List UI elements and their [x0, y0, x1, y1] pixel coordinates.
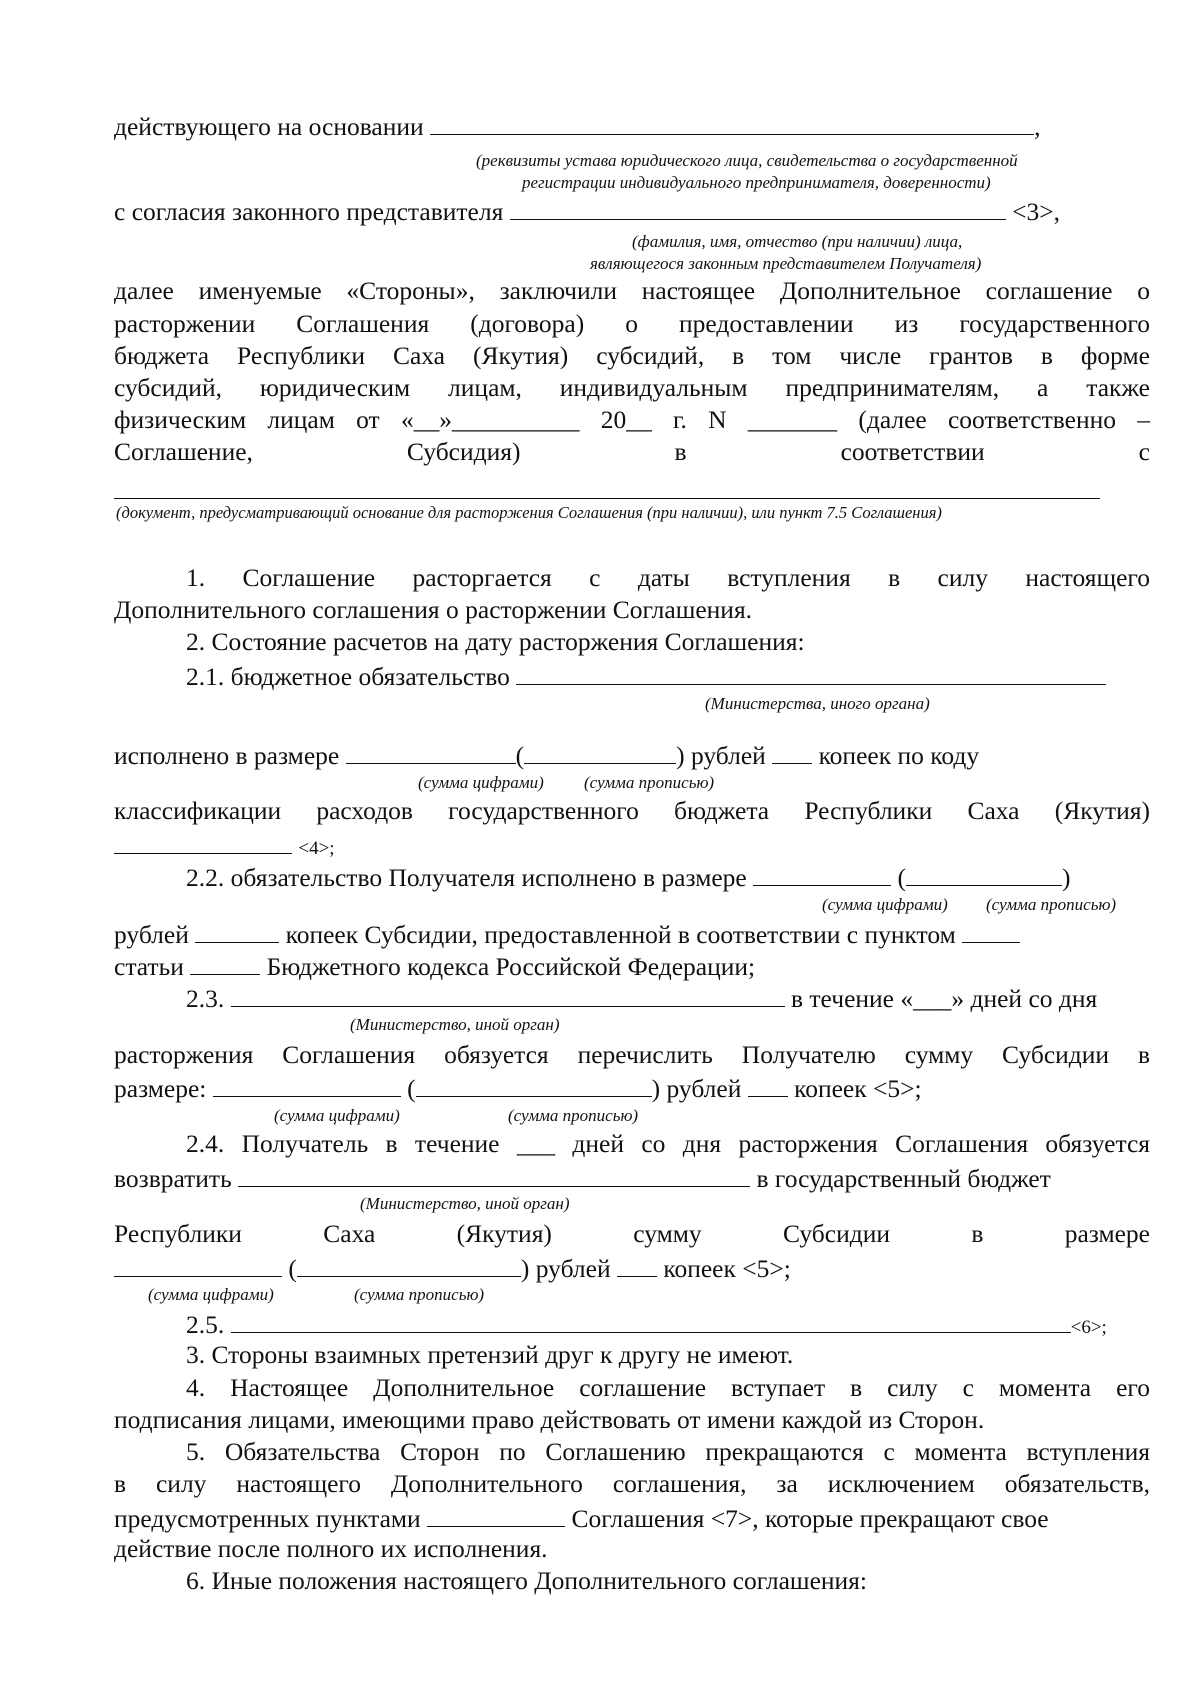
clause-5-line-4: действие после полного их исполнения.	[114, 1534, 548, 1563]
document-basis-blank[interactable]	[114, 498, 1100, 499]
ministry-body-caption: (Министерство, иной орган)	[350, 1015, 560, 1034]
paragraph-line: Соглашение, Субсидия) в соответствии с	[114, 437, 1150, 466]
clause-4-line-2: подписания лицами, имеющими право действовать от имени каждой из Сторон.	[114, 1405, 985, 1434]
clause-2-2-kopecks: рублей копеек Субсидии, предоставленной в соответствии с пунктом	[114, 918, 1150, 950]
clause-6: 6. Иные положения настоящего Дополнительного соглашения:	[186, 1566, 867, 1595]
return-body-caption: (Министерство, иной орган)	[360, 1194, 570, 1213]
recipient-amount-words-blank[interactable]	[906, 861, 1062, 886]
clause-2-4-amount: ( ) рублей копеек <5>;	[114, 1252, 1150, 1284]
clause-5-line-2: в силу настоящего Дополнительного соглашения, за исключением обязательств,	[114, 1469, 1150, 1498]
paragraph-line: далее именуемые «Стороны», заключили настоящее Дополнительное соглашение о	[114, 276, 1150, 305]
transfer-kopecks-blank[interactable]	[748, 1072, 788, 1097]
return-body-blank[interactable]	[238, 1162, 750, 1187]
recipient-kopecks-blank[interactable]	[195, 918, 279, 943]
article-number-blank[interactable]	[190, 950, 260, 975]
clause-2-4: 2.4. Получатель в течение ___ дней со дня расторжения Соглашения обязуется	[186, 1129, 1150, 1158]
recipient-amount-digits-blank[interactable]	[753, 861, 891, 886]
clause-5-line-1: 5. Обязательства Сторон по Соглашению прекращаются с момента вступления	[186, 1437, 1150, 1466]
clause-1-line-1: 1. Соглашение расторгается с даты вступления в силу настоящего	[186, 563, 1150, 592]
clause-2-4-return: возвратить в государственный бюджет	[114, 1164, 1051, 1193]
clause-2-3-amount: размере: ( ) рублей копеек <5>;	[114, 1074, 922, 1103]
clauses-blank[interactable]	[427, 1502, 565, 1527]
amount-words-blank[interactable]	[524, 739, 676, 764]
paragraph-line: физическим лицам от «__»__________ 20__ г. N _______ (далее соответственно –	[114, 405, 1150, 434]
representative-blank[interactable]	[510, 195, 1006, 220]
return-kopecks-blank[interactable]	[617, 1252, 657, 1277]
clause-2-2: 2.2. обязательство Получателя исполнено в размере ( )	[186, 863, 1071, 892]
clause-2-1-classification: классификации расходов государственного бюджета Республики Саха (Якутия)	[114, 796, 1150, 825]
clause-3: 3. Стороны взаимных претензий друг к другу не имеют.	[186, 1340, 794, 1369]
transfer-digits-caption: (сумма цифрами)	[274, 1106, 400, 1125]
clause-2: 2. Состояние расчетов на дату расторжения Соглашения:	[186, 627, 805, 656]
basis-caption-1: (реквизиты устава юридического лица, свидетельства о государственной	[476, 151, 1018, 170]
clause-2-2-article: статьи Бюджетного кодекса Российской Федерации;	[114, 952, 756, 981]
transfer-words-caption: (сумма прописью)	[508, 1106, 639, 1125]
representative-line: с согласия законного представителя <3>,	[114, 197, 1060, 226]
amount-digits-caption: (сумма цифрами)	[418, 773, 544, 792]
kopecks-blank[interactable]	[772, 739, 812, 764]
paragraph-line: бюджета Республики Саха (Якутия) субсидий, в том числе грантов в форме	[114, 341, 1150, 370]
amount-words-caption: (сумма прописью)	[584, 773, 715, 792]
return-words-caption: (сумма прописью)	[354, 1285, 485, 1304]
clause-4-line-1: 4. Настоящее Дополнительное соглашение вступает в силу с момента его	[186, 1373, 1150, 1402]
clause-2-5: 2.5. <6>;	[186, 1310, 1107, 1339]
transfer-digits-blank[interactable]	[213, 1072, 401, 1097]
return-digits-blank[interactable]	[114, 1252, 282, 1277]
document-basis-caption: (документ, предусматривающий основание для расторжения Соглашения (при наличии), или пункт 7.5 Соглашения)	[116, 503, 942, 522]
clause-number-blank[interactable]	[962, 918, 1020, 943]
clause-2-5-blank[interactable]	[231, 1308, 1071, 1333]
classification-code-blank[interactable]	[114, 829, 292, 854]
basis-caption-2: регистрации индивидуального предпринимателя, доверенности)	[522, 173, 991, 192]
transfer-words-blank[interactable]	[416, 1072, 652, 1097]
recipient-words-caption: (сумма прописью)	[986, 895, 1117, 914]
return-digits-caption: (сумма цифрами)	[148, 1285, 274, 1304]
recipient-digits-caption: (сумма цифрами)	[822, 895, 948, 914]
clause-2-3: 2.3. в течение «___» дней со дня	[186, 984, 1098, 1013]
ministry-body-blank[interactable]	[231, 982, 785, 1007]
representative-caption-2: являющегося законным представителем Получателя)	[590, 254, 982, 273]
amount-digits-blank[interactable]	[346, 739, 516, 764]
clause-1-line-2: Дополнительного соглашения о расторжении Соглашения.	[114, 595, 753, 624]
return-words-blank[interactable]	[297, 1252, 521, 1277]
clause-2-1-amount: исполнено в размере ( ) рублей копеек по коду	[114, 741, 980, 770]
basis-line: действующего на основании ,	[114, 112, 1041, 141]
clause-2-1: 2.1. бюджетное обязательство	[186, 660, 1150, 692]
ministry-blank[interactable]	[516, 660, 1106, 685]
basis-blank[interactable]	[430, 110, 1034, 135]
clause-2-4-republic: Республики Саха (Якутия) сумму Субсидии в размере	[114, 1219, 1150, 1248]
paragraph-line: расторжении Соглашения (договора) о предоставлении из государственного	[114, 309, 1150, 338]
representative-caption-1: (фамилия, имя, отчество (при наличии) лица,	[632, 232, 963, 251]
ministry-caption: (Министерства, иного органа)	[705, 694, 930, 713]
paragraph-line: субсидий, юридическим лицам, индивидуальным предпринимателям, а также	[114, 373, 1150, 402]
clause-2-3-transfer: расторжения Соглашения обязуется перечислить Получателю сумму Субсидии в	[114, 1040, 1150, 1069]
classification-code-line: <4>;	[114, 829, 1150, 864]
clause-5-line-3: предусмотренных пунктами Соглашения <7>, которые прекращают свое	[114, 1504, 1049, 1533]
